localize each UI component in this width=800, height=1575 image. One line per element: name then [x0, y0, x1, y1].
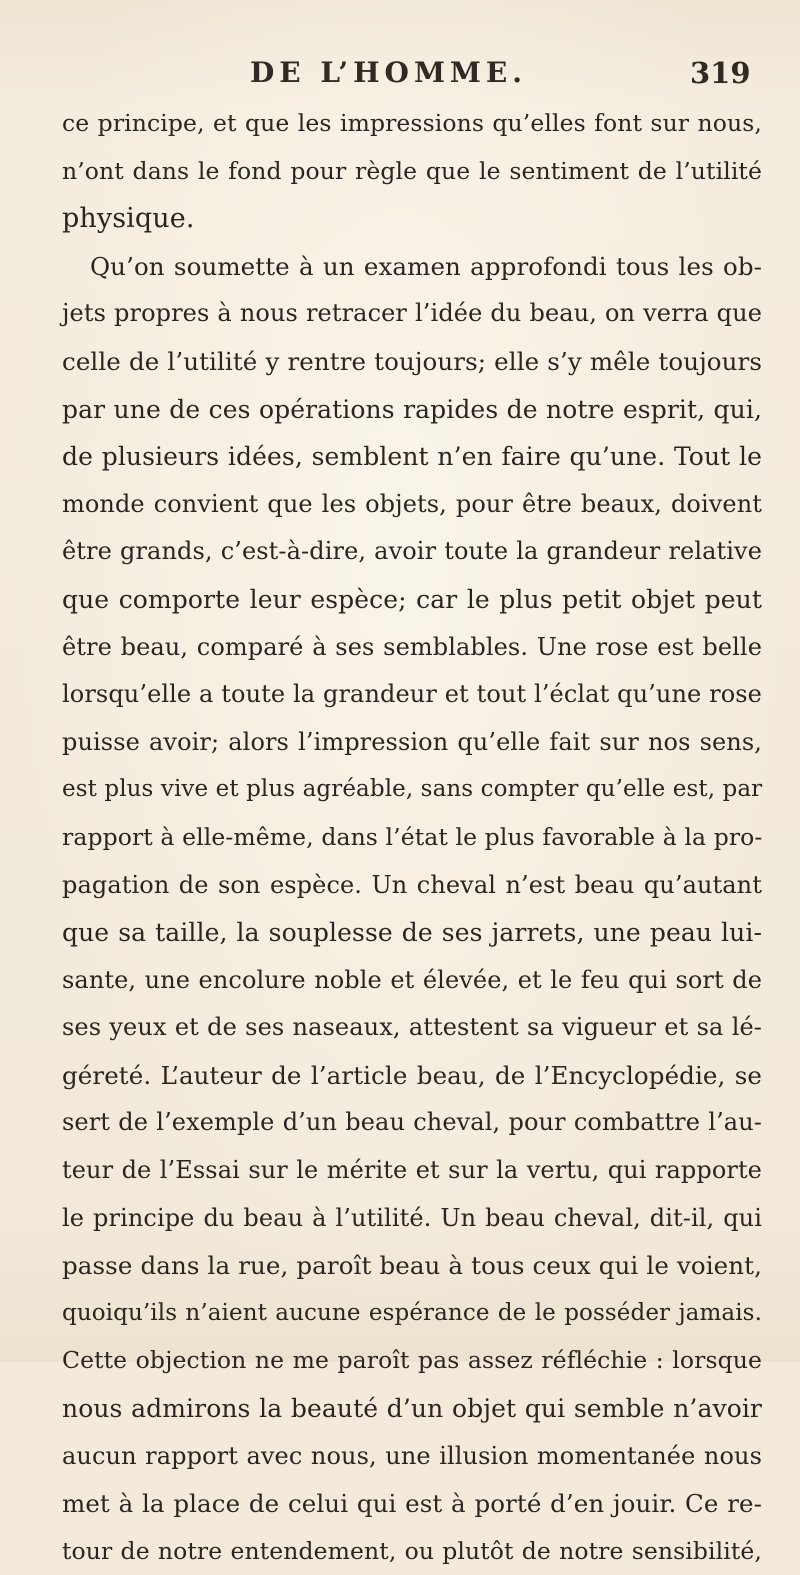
text-line: être beau, comparé à ses semblables. Une rose est belle — [62, 632, 762, 661]
text-line: rapport à elle-même, dans l’état le plus favorable à la pro- — [62, 822, 763, 851]
text-line: celle de l’utilité y rentre toujours; elle s’y mêle toujours — [62, 346, 762, 376]
text-line: Qu’on soumette à un examen approfondi tous les ob- — [90, 251, 762, 281]
text-line: passe dans la rue, paroît beau à tous ceux qui le voient, — [62, 1251, 762, 1281]
text-line: ses yeux et de ses naseaux, attestent sa vigueur et sa lé- — [62, 1013, 762, 1042]
text-line: géreté. L’auteur de l’article beau, de l’Encyclopédie, se — [62, 1060, 762, 1090]
text-line: aucun rapport avec nous, une illusion momentanée nous — [62, 1441, 762, 1470]
text-line: jets propres à nous retracer l’idée du beau, on verra que — [62, 299, 762, 328]
text-line: ce principe, et que les impressions qu’elles font sur nous, — [62, 109, 762, 137]
body-text — [62, 100, 762, 1575]
page-number: 319 — [690, 56, 751, 90]
text-line: quoiqu’ils n’aient aucune espérance de le posséder jamais. — [62, 1299, 762, 1326]
text-line: Cette objection ne me paroît pas assez réfléchie : lorsque — [62, 1346, 762, 1375]
text-line: physique. — [62, 203, 195, 235]
text-line: tour de notre entendement, ou plutôt de notre sensibilité, — [62, 1536, 762, 1565]
text-line: teur de l’Essai sur le mérite et sur la vertu, qui rapporte — [62, 1156, 762, 1185]
text-line: le principe du beau à l’utilité. Un beau cheval, dit-il, qui — [62, 1203, 762, 1232]
text-line: sante, une encolure noble et élevée, et le feu qui sort de — [62, 965, 762, 994]
text-line: n’ont dans le fond pour règle que le sentiment de l’utilité — [62, 156, 762, 185]
text-line: est plus vive et plus agréable, sans compter qu’elle est, par — [62, 776, 763, 803]
text-line: par une de ces opérations rapides de notre esprit, qui, — [62, 394, 762, 424]
text-line: que sa taille, la souplesse de ses jarrets, une peau lui- — [62, 918, 762, 948]
text-line: sert de l’exemple d’un beau cheval, pour combattre l’au- — [62, 1108, 762, 1137]
text-line: met à la place de celui qui est à porté d’en jouir. Ce re- — [62, 1489, 762, 1519]
text-line: monde convient que les objets, pour être beaux, doivent — [62, 489, 762, 518]
text-line: que comporte leur espèce; car le plus petit objet peut — [62, 584, 762, 614]
text-line: pagation de son espèce. Un cheval n’est beau qu’autant — [62, 870, 762, 899]
text-line: être grands, c’est-à-dire, avoir toute la grandeur relative — [62, 537, 762, 566]
text-line: nous admirons la beauté d’un objet qui semble n’avoir — [62, 1394, 762, 1424]
text-line: de plusieurs idées, semblent n’en faire qu’une. Tout le — [62, 442, 762, 472]
page-header — [0, 50, 800, 100]
text-line: lorsqu’elle a toute la grandeur et tout l’éclat qu’une rose — [62, 680, 762, 709]
text-line: puisse avoir; alors l’impression qu’elle fait sur nos sens, — [62, 727, 762, 756]
running-title: DE L’HOMME. — [250, 56, 528, 89]
